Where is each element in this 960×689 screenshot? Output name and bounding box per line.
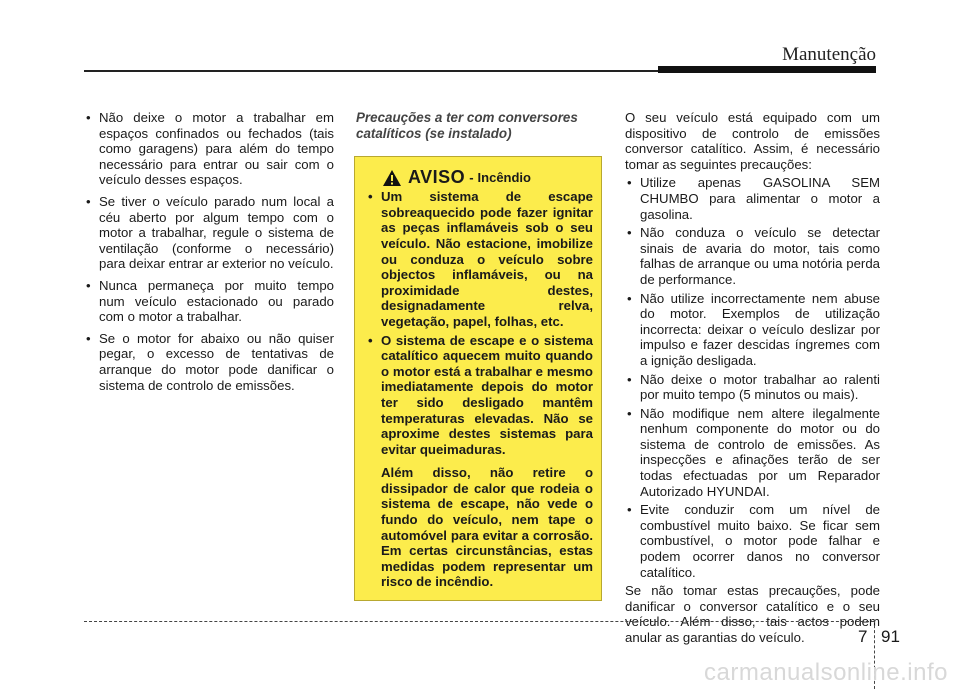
- warning-bullet-list: [366, 189, 593, 457]
- list-item: • Se tiver o veículo parado num local a céu aberto por algum tempo com o motor a trabalhar, regule o sistema de ventilação (conforme o necessário) para deixar entrar ar exterior no veículo.: [84, 194, 334, 272]
- list-item: • Nunca permaneça por muito tempo num veículo estacionado ou parado com o motor a trabalhar.: [84, 278, 334, 325]
- left-bullet-list: [84, 110, 334, 393]
- warning-subtitle: Incêndio: [477, 170, 531, 186]
- list-item: • O sistema de escape e o sistema catalítico aquecem muito quando o motor está a trabalhar e mesmo imediatamente depois do motor ter sido desligado mantêm temperaturas elevadas. Não se aproxime destes sistemas para evitar queimaduras.: [366, 333, 593, 458]
- list-item: • Não deixe o motor a trabalhar em espaços confinados ou fechados (tais como garagens) para além do tempo necessário para entrar ou sair com o veículo desses espaços.: [84, 110, 334, 188]
- warning-header: [382, 169, 593, 187]
- section-title: Precauções a ter com conversores catalíticos (se instalado): [356, 110, 578, 141]
- warning-extra-text: Além disso, não retire o dissipador de calor que rodeia o sistema de escape, não vede o fundo do veículo, nem tape o automóvel para evitar a corrosão. Em certas circunstâncias, estas medidas podem representar um risco de incêndio.: [381, 465, 593, 590]
- list-item: • Não utilize incorrectamente nem abuse do motor. Exemplos de utilização incorrecta: deixar o veículo deslizar por impulso e fazer descidas íngremes com a ignição desligada.: [625, 291, 880, 369]
- footer-rule: [84, 621, 874, 622]
- intro-paragraph: O seu veículo está equipado com um dispositivo de controlo de emissões conversor catalítico. Assim, é necessário tomar as seguintes precauções:: [625, 110, 880, 172]
- right-column: [625, 110, 880, 649]
- header-bar: [658, 66, 876, 73]
- list-item: • Não conduza o veículo se detectar sinais de avaria do motor, tais como falhas de arranque ou uma notória perda de performance.: [625, 225, 880, 287]
- outro-paragraph: Se não tomar estas precauções, pode danificar o conversor catalítico e o seu veículo. Além disso, tais actos podem anular as garantias do veículo.: [625, 583, 880, 645]
- watermark: carmanualsonline.info: [704, 659, 948, 686]
- list-item: • Evite conduzir com um nível de combustível muito baixo. Se ficar sem combustível, o motor pode falhar e podem ocorrer danos no conversor catalítico.: [625, 502, 880, 580]
- right-bullet-list: [625, 175, 880, 580]
- list-item: • Utilize apenas GASOLINA SEM CHUMBO para alimentar o motor a gasolina.: [625, 175, 880, 222]
- list-item: • Não deixe o motor trabalhar ao ralenti por muito tempo (5 minutos ou mais).: [625, 372, 880, 403]
- chapter-number: 7: [858, 627, 868, 646]
- list-item: • Não modifique nem altere ilegalmente nenhum componente do motor ou do sistema de controlo de emissões. As inspecções e afinações terão de ser todas efectuadas por um Reparador Autorizado HYUNDAI.: [625, 406, 880, 500]
- warning-separator: -: [469, 170, 474, 186]
- list-item: • Se o motor for abaixo ou não quiser pegar, o excesso de tentativas de arranque do motor pode danificar o sistema de controlo de emissões.: [84, 331, 334, 393]
- warning-title: AVISO: [408, 167, 466, 188]
- header-title: Manutenção: [782, 44, 876, 65]
- list-item: • Um sistema de escape sobreaquecido pode fazer ignitar as peças inflamáveis sob o seu veículo. Não estacione, imobilize ou conduza o veículo sobre objectos inflamáveis, ou na proximidade destes, designadamente relva, vegetação, papel, folhas, etc.: [366, 189, 593, 329]
- warning-box: [354, 156, 602, 601]
- middle-column: [356, 110, 606, 601]
- warning-triangle-icon: [382, 169, 402, 187]
- page-number: 91: [881, 627, 900, 646]
- left-column: [84, 110, 334, 399]
